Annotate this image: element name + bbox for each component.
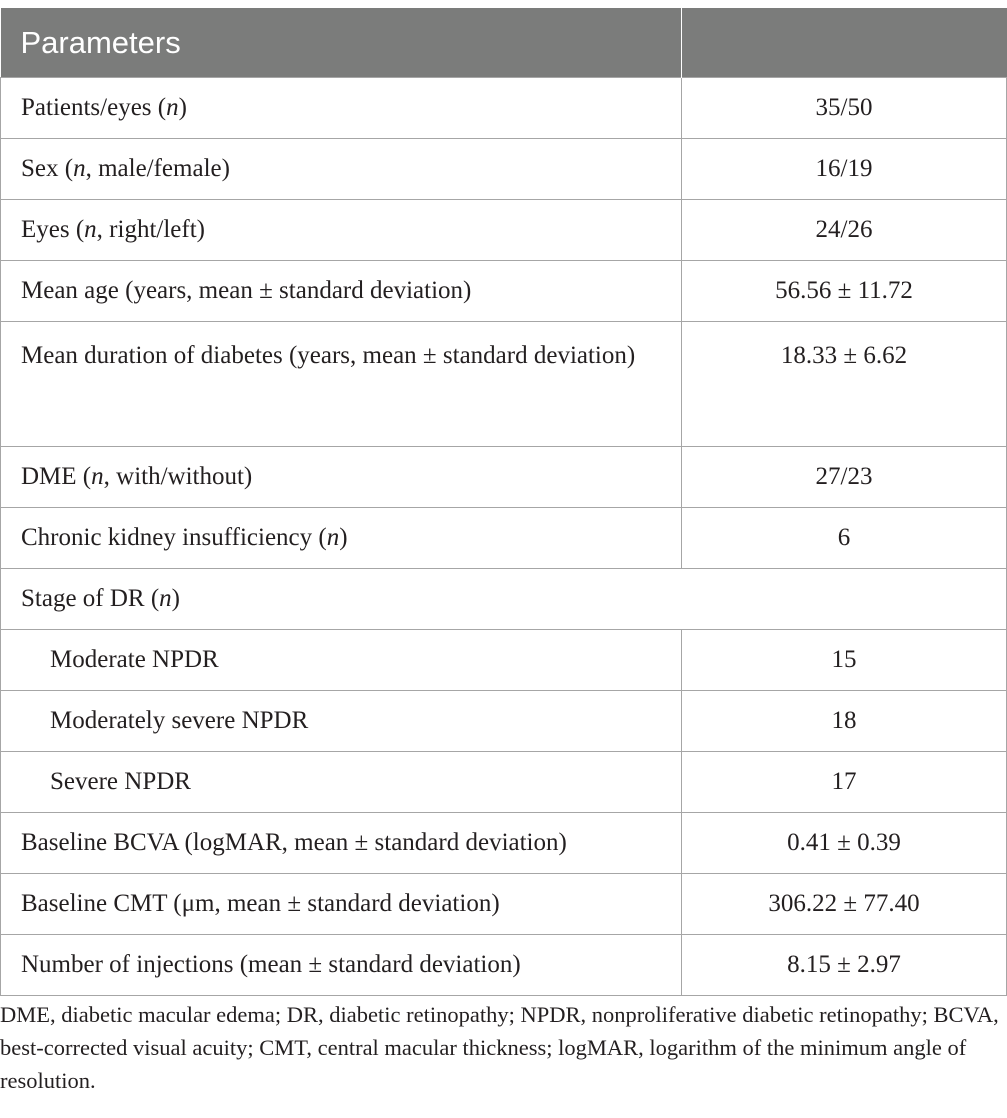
- row-label: [1, 630, 682, 691]
- table-row: [1, 508, 1007, 569]
- table-row: [1, 813, 1007, 874]
- row-label: [1, 813, 682, 874]
- row-label: [1, 261, 682, 322]
- table-header-row: [1, 8, 1007, 78]
- label-text: Mean duration of diabetes (years, mean ± standard deviation): [21, 342, 636, 369]
- row-label: [1, 78, 682, 139]
- label-italic: n: [84, 216, 97, 243]
- section-label-stage-of-dr: [1, 569, 1007, 630]
- label-text: Patients/eyes (: [21, 94, 167, 121]
- row-value: 27/23: [682, 447, 1007, 508]
- row-label: [1, 752, 682, 813]
- table-row-section: [1, 569, 1007, 630]
- table-row: [1, 322, 1007, 447]
- parameters-table: [0, 8, 1007, 996]
- parameters-table-container: [0, 8, 1006, 996]
- table-row: [1, 630, 1007, 691]
- row-label: [1, 508, 682, 569]
- row-value: 16/19: [682, 139, 1007, 200]
- label-text: Stage of DR (: [21, 585, 160, 612]
- row-value: 0.41 ± 0.39: [682, 813, 1007, 874]
- label-text: , male/female): [85, 155, 230, 182]
- label-text: Baseline CMT (μm, mean ± standard deviation): [21, 890, 500, 917]
- label-text: Moderately severe NPDR: [50, 707, 309, 734]
- table-row: [1, 691, 1007, 752]
- row-label: [1, 447, 682, 508]
- row-value: 24/26: [682, 200, 1007, 261]
- label-text: , with/without): [103, 463, 253, 490]
- table-row: [1, 261, 1007, 322]
- row-label: [1, 691, 682, 752]
- label-italic: n: [166, 94, 179, 121]
- row-value: 8.15 ± 2.97: [682, 935, 1007, 996]
- table-row: [1, 874, 1007, 935]
- row-value: 306.22 ± 77.40: [682, 874, 1007, 935]
- table-row: [1, 139, 1007, 200]
- row-value: 56.56 ± 11.72: [682, 261, 1007, 322]
- label-text: Mean age (years, mean ± standard deviation): [21, 277, 472, 304]
- row-label: [1, 200, 682, 261]
- label-text: Baseline BCVA (logMAR, mean ± standard deviation): [21, 829, 567, 856]
- label-text: Severe NPDR: [50, 768, 191, 795]
- table-row: [1, 752, 1007, 813]
- label-text: Eyes (: [21, 216, 85, 243]
- row-value: 18.33 ± 6.62: [682, 322, 1007, 447]
- row-value: 18: [682, 691, 1007, 752]
- header-parameters: Parameters: [1, 8, 682, 78]
- row-value: 35/50: [682, 78, 1007, 139]
- table-row: [1, 935, 1007, 996]
- row-label: [1, 874, 682, 935]
- table-row: [1, 447, 1007, 508]
- label-italic: n: [326, 524, 340, 551]
- row-value: 17: [682, 752, 1007, 813]
- label-text: Number of injections (mean ± standard deviation): [21, 951, 521, 978]
- row-value: 6: [682, 508, 1007, 569]
- label-italic: n: [91, 463, 104, 490]
- label-italic: n: [159, 585, 172, 612]
- table-row: [1, 78, 1007, 139]
- label-text: DME (: [21, 463, 92, 490]
- label-text: , right/left): [96, 216, 205, 243]
- label-text: ): [178, 94, 187, 121]
- label-italic: n: [73, 155, 86, 182]
- label-text: Chronic kidney insufficiency (: [21, 524, 327, 551]
- row-label: [1, 139, 682, 200]
- row-label: [1, 322, 682, 447]
- header-value: [682, 8, 1007, 78]
- label-text: Sex (: [21, 155, 74, 182]
- table-footnote: DME, diabetic macular edema; DR, diabetic retinopathy; NPDR, nonproliferative diabetic retinopathy; BCVA, best-corrected visual acuity; CMT, central macular thickness; logMAR, logarithm of the minimum angle of resolution.: [0, 1002, 999, 1093]
- label-text: Moderate NPDR: [50, 646, 219, 673]
- label-text: ): [339, 524, 348, 551]
- table-row: [1, 200, 1007, 261]
- row-label: [1, 935, 682, 996]
- row-value: 15: [682, 630, 1007, 691]
- label-text: ): [171, 585, 180, 612]
